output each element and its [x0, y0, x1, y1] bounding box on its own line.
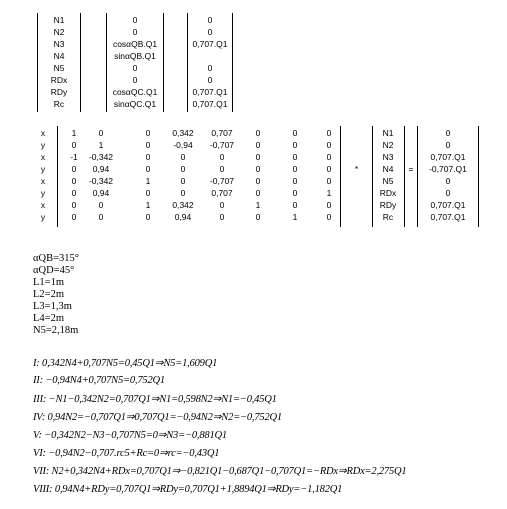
matrix-cell: -0,342	[88, 152, 114, 162]
value-cell: 0	[207, 63, 213, 73]
matrix-row-label: y	[40, 164, 46, 174]
matrix-row-label: x	[40, 128, 46, 138]
matrix-cell: 0	[326, 152, 332, 162]
equation-line: IV: 0,94N2=−0,707Q1⇒0,707Q1=−0,94N2⇒N2=−0,752Q1	[33, 412, 282, 423]
coef-cell: cosαQC.Q1	[112, 87, 158, 97]
matrix-cell: 0	[292, 164, 298, 174]
equation-line: II: −0,94N4+0,707N5=0,752Q1	[33, 375, 165, 386]
matrix-cell: 0	[292, 152, 298, 162]
matrix-cell: 0,94	[174, 212, 192, 222]
parameter-list	[33, 253, 79, 337]
param-line: N5=2,18m	[33, 325, 79, 336]
label-cell: N1	[53, 15, 65, 25]
matrix-cell: 0	[326, 176, 332, 186]
equals-sign: =	[408, 164, 414, 174]
label-cell: RDy	[50, 87, 68, 97]
matrix-cell: 0	[98, 212, 104, 222]
coef-cell: 0	[132, 63, 138, 73]
matrix-cell: 0	[292, 188, 298, 198]
value-cell: 0	[207, 75, 213, 85]
matrix-cell: 0	[219, 152, 225, 162]
unknown-cell: N5	[382, 176, 394, 186]
matrix-cell: 0	[71, 188, 77, 198]
equation-line: VI: −0,94N2−0,707.rc5+Rc=0⇒rc=−0,43Q1	[33, 448, 220, 459]
param-line: L4=2m	[33, 313, 65, 324]
equation-line: VII: N2+0,342N4+RDx=0,707Q1⇒−0,821Q1−0,687Q1−0,707Q1=−RDx⇒RDx=2,275Q1	[33, 466, 407, 477]
top-table-border-6	[232, 13, 233, 112]
matrix-cell: 0	[145, 128, 151, 138]
matrix-cell: 1	[292, 212, 298, 222]
equation-line: VIII: 0,94N4+RDy=0,707Q1⇒RDy=0,707Q1+1,8894Q1⇒RDy=−1,182Q1	[33, 484, 343, 495]
matrix-cell: 0,342	[172, 200, 194, 210]
equation-line: V: −0,342N2−N3−0,707N5=0⇒N3=−0,881Q1	[33, 430, 227, 441]
equation-line: III: −N1−0,342N2=0,707Q1⇒N1=0,598N2⇒N1=−0,45Q1	[33, 394, 277, 405]
multiply-sign: *	[354, 164, 359, 174]
matrix-cell: 0,707	[211, 188, 233, 198]
matrix-cell: 0	[180, 164, 186, 174]
matrix-cell: 0	[71, 200, 77, 210]
param-line: L3=1,3m	[33, 301, 72, 312]
label-cell: N2	[53, 27, 65, 37]
matrix-cell: 0,94	[92, 188, 110, 198]
matrix-cell: 1	[255, 200, 261, 210]
label-cell: RDx	[50, 75, 68, 85]
matrix-row-label: x	[40, 152, 46, 162]
matrix-cell: 0	[255, 164, 261, 174]
matrix-cell: -0,707	[209, 176, 235, 186]
label-cell: N4	[53, 51, 65, 61]
matrix-row-label: x	[40, 176, 46, 186]
matrix-cell: 0,94	[92, 164, 110, 174]
matrix-cell: 0	[219, 164, 225, 174]
label-cell: Rc	[53, 99, 65, 109]
unknown-cell: N1	[382, 128, 394, 138]
matrix-cell: 0	[145, 188, 151, 198]
matrix-cell: 0	[326, 128, 332, 138]
coef-cell: sinαQB.Q1	[114, 51, 156, 61]
unknown-cell: N3	[382, 152, 394, 162]
matrix-cell: 0	[71, 212, 77, 222]
matrix-cell: 0	[180, 152, 186, 162]
unknown-cell: RDx	[379, 188, 397, 198]
unknown-cell: RDy	[379, 200, 397, 210]
matrix-cell: 0	[180, 188, 186, 198]
matrix-cell: 0	[71, 140, 77, 150]
unknown-cell: Rc	[382, 212, 394, 222]
matrix-cell: 1	[98, 140, 104, 150]
matrix-cell: -1	[70, 152, 78, 162]
matrix-cell: 0	[145, 140, 151, 150]
matrix-cell: 0	[98, 128, 104, 138]
matrix-cell: 1	[326, 188, 332, 198]
matrix-cell: 0	[145, 152, 151, 162]
vector-right-bracket	[404, 126, 405, 227]
rhs-right-bracket	[478, 126, 479, 227]
matrix-cell: 0	[145, 212, 151, 222]
rhs-cell: 0,707.Q1	[430, 152, 466, 162]
matrix-cell: 0	[145, 164, 151, 174]
matrix-cell: 0	[326, 200, 332, 210]
param-line: L1=1m	[33, 277, 65, 288]
coef-cell: sinαQC.Q1	[113, 99, 157, 109]
matrix-cell: 0	[326, 140, 332, 150]
matrix-cell: 0,342	[172, 128, 194, 138]
matrix-cell: 0	[180, 176, 186, 186]
label-cell: N5	[53, 63, 65, 73]
matrix-cell: 0	[255, 212, 261, 222]
matrix-cell: 1	[145, 176, 151, 186]
rhs-cell: 0	[445, 188, 451, 198]
matrix-cell: 0	[326, 212, 332, 222]
matrix-cell: 0	[255, 128, 261, 138]
coef-cell: 0	[132, 75, 138, 85]
matrix-cell: 0	[71, 176, 77, 186]
unknown-cell: N2	[382, 140, 394, 150]
matrix-cell: 0	[292, 140, 298, 150]
top-table-border-4	[163, 13, 164, 112]
top-table-border-2	[80, 13, 81, 112]
matrix-cell: 0	[292, 128, 298, 138]
rhs-cell: -0,707.Q1	[429, 164, 467, 174]
matrix-cell: 0	[326, 164, 332, 174]
matrix-row-label: y	[40, 140, 46, 150]
rhs-cell: 0,707.Q1	[430, 200, 466, 210]
value-cell: 0	[207, 27, 213, 37]
rhs-cell: 0	[445, 128, 451, 138]
matrix-cell: -0,94	[173, 140, 193, 150]
matrix-cell: 0	[255, 176, 261, 186]
matrix-cell: -0,707	[209, 140, 235, 150]
matrix-cell: 1	[71, 128, 77, 138]
equation-line: I: 0,342N4+0,707N5=0,45Q1⇒N5=1,609Q1	[33, 358, 218, 369]
rhs-cell: 0	[445, 140, 451, 150]
matrix-cell: 0	[292, 176, 298, 186]
matrix-cell: 0	[292, 200, 298, 210]
param-line: αQB=315°	[33, 253, 79, 264]
value-cell: 0,707.Q1	[192, 87, 228, 97]
matrix-cell: 0	[98, 200, 104, 210]
matrix-cell: 0	[255, 152, 261, 162]
coef-cell: 0	[132, 15, 138, 25]
value-cell: 0,707.Q1	[192, 99, 228, 109]
param-line: L2=2m	[33, 289, 65, 300]
param-line: αQD=45°	[33, 265, 75, 276]
matrix-cell: 0,707	[211, 128, 233, 138]
matrix-cell: 0	[255, 140, 261, 150]
matrix-cell: 1	[145, 200, 151, 210]
rhs-cell: 0	[445, 176, 451, 186]
value-cell: 0	[207, 15, 213, 25]
matrix-cell: 0	[255, 188, 261, 198]
matrix-row-label: y	[40, 212, 46, 222]
matrix-row-label: y	[40, 188, 46, 198]
matrix-row-label: x	[40, 200, 46, 210]
matrix-cell: -0,342	[88, 176, 114, 186]
matrix-cell: 0	[71, 164, 77, 174]
matrix-cell: 0	[219, 212, 225, 222]
rhs-cell: 0,707.Q1	[430, 212, 466, 222]
unknown-cell: N4	[382, 164, 394, 174]
value-cell: 0,707.Q1	[192, 39, 228, 49]
coef-cell: 0	[132, 27, 138, 37]
label-cell: N3	[53, 39, 65, 49]
matrix-cell: 0	[219, 200, 225, 210]
coef-cell: cosαQB.Q1	[112, 39, 158, 49]
